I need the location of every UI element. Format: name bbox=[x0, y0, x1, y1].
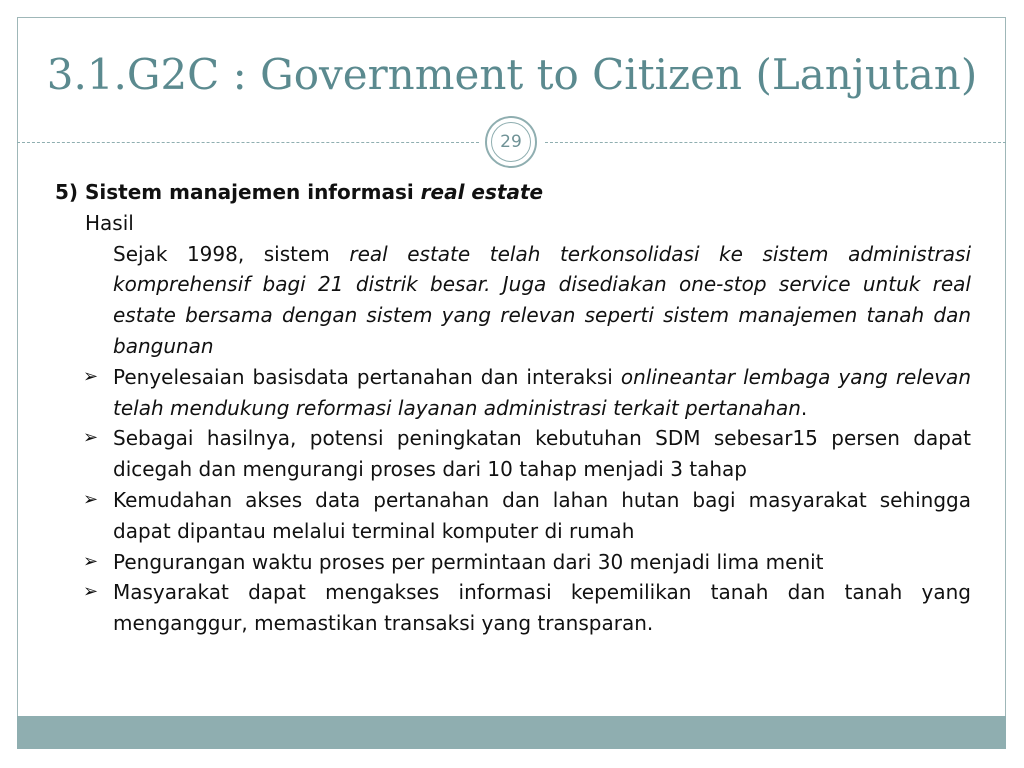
section-heading bbox=[55, 177, 971, 208]
bullet-text: Pengurangan waktu proses per permintaan dari 30 menjadi lima menit bbox=[113, 549, 824, 574]
bullet-item bbox=[55, 485, 971, 547]
intro-normal: Sejak 1998, sistem bbox=[113, 241, 350, 266]
bullet-text-italic: onlineantar lembaga yang relevan telah mendukung reformasi layanan administrasi terkait pertanahan bbox=[113, 364, 971, 420]
title-divider-left bbox=[17, 142, 479, 143]
bullet-item bbox=[55, 362, 971, 424]
title-divider-right bbox=[545, 142, 1006, 143]
intro-paragraph bbox=[55, 239, 971, 362]
slide-title: 3.1.G2C : Government to Citizen (Lanjutan) bbox=[46, 50, 978, 99]
bullet-text: Kemudahan akses data pertanahan dan lahan hutan bagi masyarakat sehingga dapat dipantau melalui terminal komputer di rumah bbox=[113, 487, 971, 543]
bullet-text: Masyarakat dapat mengakses informasi kepemilikan tanah dan tanah yang menganggur, memastikan transaksi yang transparan. bbox=[113, 580, 971, 636]
arrow-bullet-icon: ➢ bbox=[83, 365, 99, 387]
bullet-text: Penyelesaian basisdata pertanahan dan interaksi bbox=[113, 364, 621, 389]
arrow-bullet-icon: ➢ bbox=[83, 427, 99, 449]
subheading-hasil: Hasil bbox=[85, 210, 134, 235]
page-number-badge bbox=[485, 116, 537, 168]
arrow-bullet-icon: ➢ bbox=[83, 488, 99, 510]
bullet-item bbox=[55, 423, 971, 485]
slide-body bbox=[55, 177, 971, 639]
section-heading-italic: real estate bbox=[420, 180, 544, 204]
bullet-item bbox=[55, 577, 971, 639]
bullet-text-tail: . bbox=[800, 395, 808, 420]
slide-footer-bar bbox=[17, 716, 1006, 749]
bullet-item bbox=[55, 547, 971, 578]
intro-italic: real estate telah terkonsolidasi ke sistem administrasi komprehensif bagi 21 distrik besar. Juga disediakan one-stop service untuk real estate bersama dengan sistem yang relevan seperti sistem manajemen tanah dan bangunan bbox=[113, 241, 972, 358]
bullet-text: Sebagai hasilnya, potensi peningkatan kebutuhan SDM sebesar15 persen dapat dicegah dan mengurangi proses dari 10 tahap menjadi 3 tahap bbox=[113, 426, 971, 482]
arrow-bullet-icon: ➢ bbox=[83, 581, 99, 603]
arrow-bullet-icon: ➢ bbox=[83, 550, 99, 572]
page-number: 29 bbox=[491, 122, 531, 162]
section-heading-text: 5) Sistem manajemen informasi bbox=[55, 180, 421, 204]
